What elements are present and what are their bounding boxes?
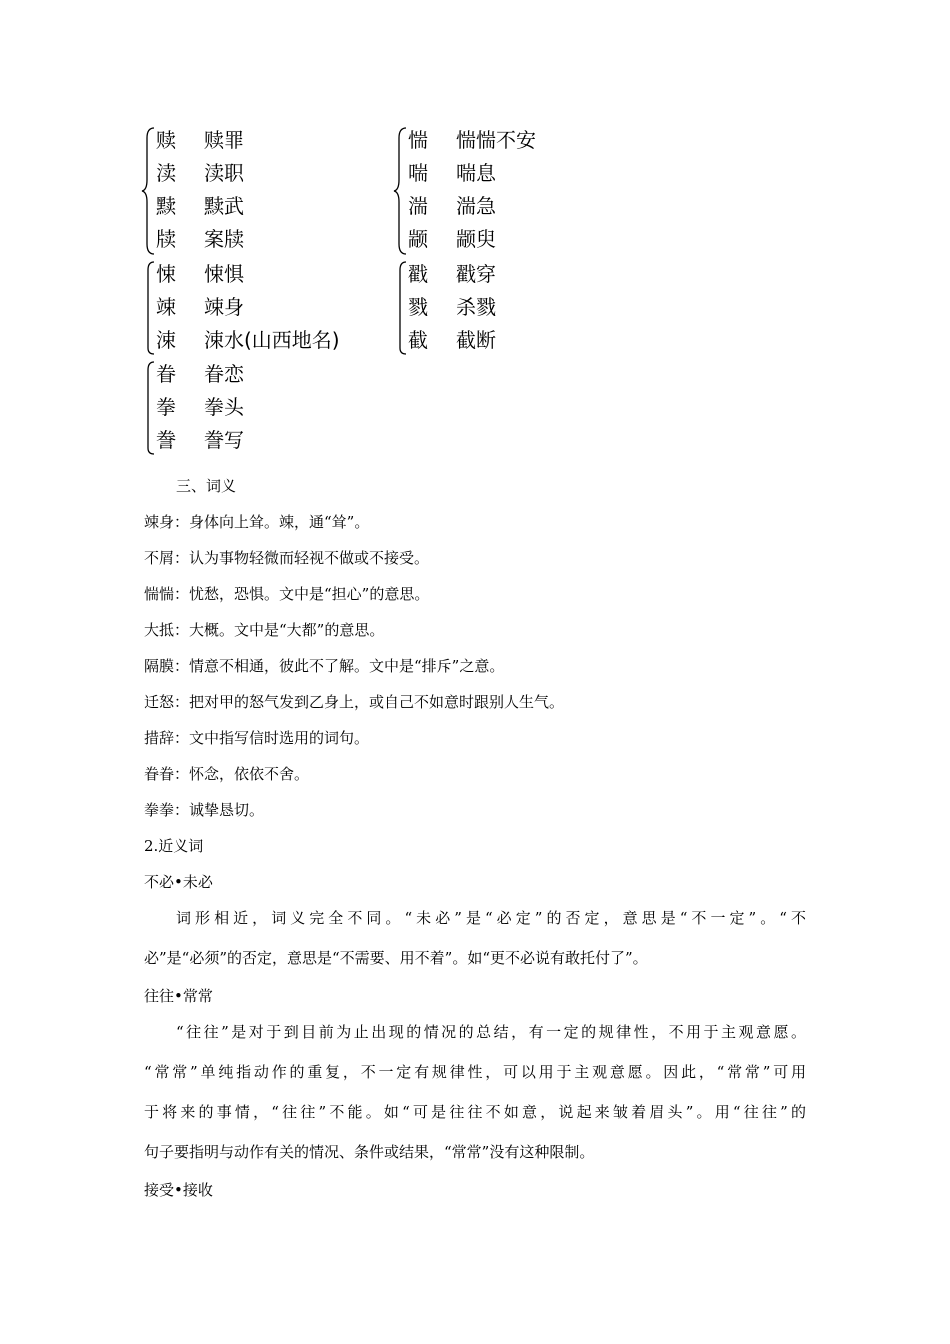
char-row: 赎 赎罪 (156, 128, 244, 152)
pair-title: 往往•常常 (144, 987, 213, 1005)
char-row: 戳 戳穿 (408, 262, 496, 286)
char-row: 涑 涑水(山西地名) (156, 328, 340, 352)
definition-item: 拳拳：诚挚恳切。 (144, 801, 265, 819)
char-row: 牍 案牍 (156, 227, 244, 251)
definition-item: 隔膜：情意不相通，彼此不了解。文中是“排斥”之意。 (144, 657, 505, 675)
brace-icon (392, 124, 408, 258)
definition-item: 惴惴：忧愁，恐惧。文中是“担心”的意思。 (144, 585, 430, 603)
pair-title: 接受•接收 (144, 1181, 213, 1199)
char-row: 喘 喘息 (408, 161, 496, 185)
brace-icon (140, 258, 156, 358)
char-row: 黩 黩武 (156, 194, 244, 218)
char-row: 截 截断 (408, 328, 496, 352)
definition-item: 迁怒：把对甲的怒气发到乙身上，或自己不如意时跟别人生气。 (144, 693, 565, 711)
char-row: 惴 惴惴不安 (408, 128, 536, 152)
char-row: 悚 悚惧 (156, 262, 244, 286)
definition-item: 眷眷：怀念，依依不舍。 (144, 765, 310, 783)
pair-paragraph: “往往”是对于到目前为止出现的情况的总结，有一定的规律性，不用于主观意愿。 “常常”单纯指动作的重复，不一定有规律性，可以用于主观意愿。因此，“常常”可用 于将来的事情，“往往”不能。如“可是往往不如意，说起来皱着眉头”。用“往往”的 句子要指明与动作有关的情况、条件或结果，“常常”没有这种限制。 (144, 1023, 806, 1161)
definition-item: 竦身：身体向上耸。竦，通“耸”。 (144, 513, 370, 531)
char-row: 戮 杀戮 (408, 295, 496, 319)
section-title: 三、词义 (176, 477, 237, 495)
brace-icon (140, 358, 156, 458)
pair-paragraph: 词形相近，词义完全不同。“未必”是“必定”的否定，意思是“不一定”。“不 必”是“必须”的否定，意思是“不需要、用不着”。如“更不必说有敢托付了”。 (144, 909, 806, 967)
char-row: 眷 眷恋 (156, 362, 244, 386)
definition-item: 不屑：认为事物轻微而轻视不做或不接受。 (144, 549, 430, 567)
char-row: 竦 竦身 (156, 295, 244, 319)
brace-icon (140, 124, 156, 258)
char-row: 颛 颛臾 (408, 227, 496, 251)
char-row: 誊 誊写 (156, 428, 244, 452)
char-row: 渎 渎职 (156, 161, 244, 185)
char-row: 湍 湍急 (408, 194, 496, 218)
subsection-title: 2.近义词 (144, 837, 204, 855)
char-row: 拳 拳头 (156, 395, 244, 419)
definition-item: 措辞：文中指写信时选用的词句。 (144, 729, 370, 747)
definition-item: 大抵：大概。文中是“大都”的意思。 (144, 621, 385, 639)
brace-icon (392, 258, 408, 358)
pair-title: 不必•未必 (144, 873, 213, 891)
